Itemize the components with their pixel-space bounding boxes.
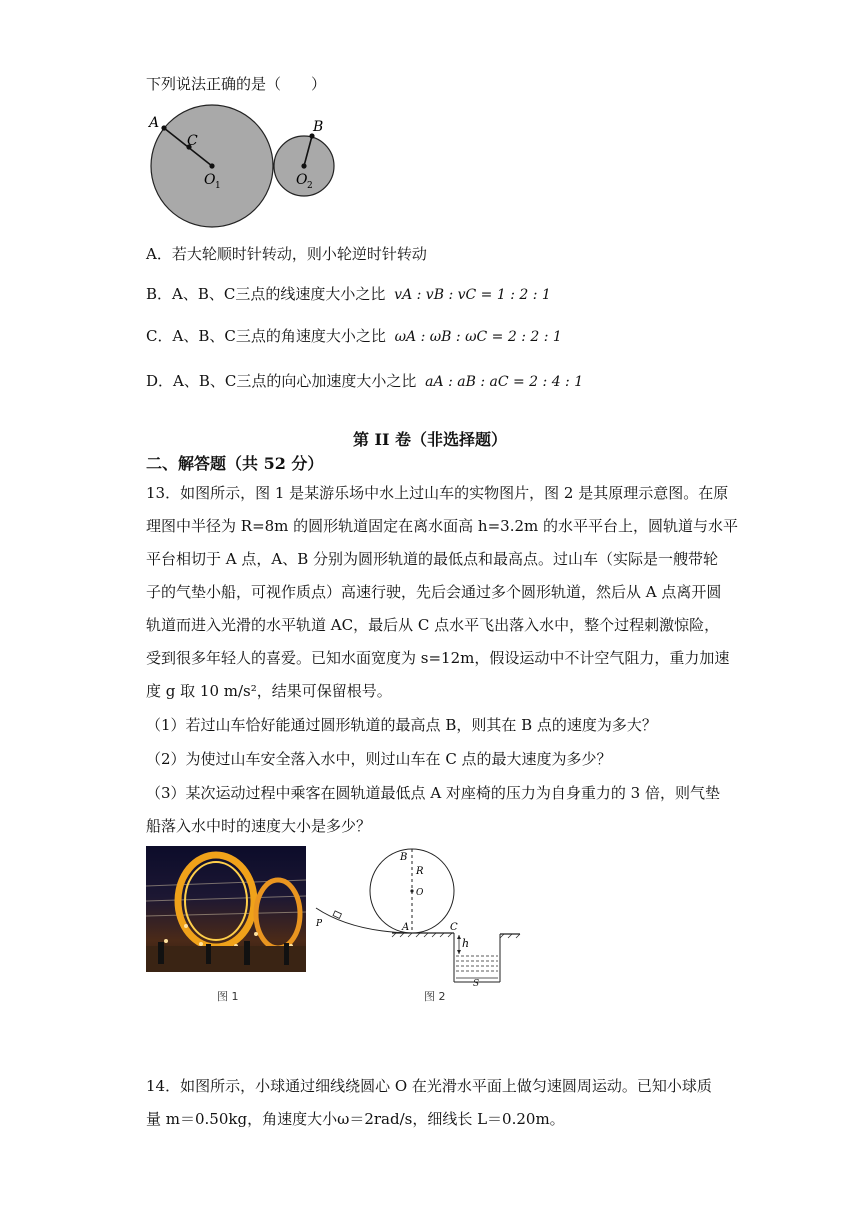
q13-line: 13．如图所示，图 1 是某游乐场中水上过山车的实物图片，图 2 是其原理示意图。在原 [146,484,729,502]
q13-line: 轨道而进入光滑的水平轨道 AC，最后从 C 点水平飞出落入水中，整个过程刺激惊险， [146,616,720,634]
label-o: O [416,888,424,898]
q13-line: 度 g 取 10 m/s²，结果可保留根号。 [146,682,392,700]
q13-subquestion-3: （3）某次运动过程中乘客在圆轨道最低点 A 对座椅的压力为自身重力的 3 倍，则气垫 [146,784,720,802]
option-formula: ωA : ωB : ωC = 2 : 2 : 1 [394,329,562,345]
figure-1-caption: 图 1 [217,990,239,1003]
point-o2 [301,163,306,168]
water-surface [456,956,498,971]
option-text: 若大轮顺时针转动，则小轮逆时针转动 [171,245,427,263]
q14-line: 14．如图所示，小球通过细线绕圆心 O 在光滑水平面上做匀速圆周运动。已知小球质 [146,1077,712,1095]
label-o2: O [296,172,308,188]
label-a: A [149,115,160,131]
option-label: C． [146,327,173,345]
q12-stem: 下列说法正确的是（ ） [146,75,327,93]
figure-2-caption: 图 2 [424,990,446,1003]
option-label: A． [146,245,172,263]
option-text: A、B、C三点的线速度大小之比 [172,285,386,303]
label-c: C [450,922,458,933]
label-o2-sub: 2 [307,181,313,191]
option-formula: vA : vB : vC = 1 : 2 : 1 [394,287,551,303]
q12-option-b [146,283,551,304]
two-wheels-figure [140,100,350,235]
q12-option-c [146,325,562,346]
section-title: 第 II 卷（非选择题） [352,430,508,449]
point-o1 [209,163,214,168]
option-label: B． [146,285,173,303]
label-r: R [416,866,424,877]
label-p: P [316,919,323,929]
coaster-boat [333,911,341,918]
q13-line: 理图中半径为 R=8m 的圆形轨道固定在离水面高 h=3.2m 的水平平台上，圆轨道与水平 [146,517,739,535]
q13-subquestion-2: （2）为使过山车安全落入水中，则过山车在 C 点的最大速度为多少？ [146,750,612,768]
q13-line: 子的气垫小船，可视作质点）高速行驶，先后会通过多个圆形轨道，然后从 A 点离开圆 [146,583,722,601]
roller-coaster-illustration [146,846,306,972]
option-label: D． [146,372,174,390]
label-o1: O [204,172,216,188]
section-heading: 二、解答题（共 52 分） [146,454,324,473]
q12-option-d [146,370,583,391]
q13-line: 平台相切于 A 点，A、B 分别为圆形轨道的最低点和最高点。过山车（实际是一艘带轮 [146,550,718,568]
schematic-figure [312,846,524,994]
q13-subquestion-1: （1）若过山车恰好能通过圆形轨道的最高点 B，则其在 B 点的速度为多大？ [146,716,657,734]
label-s: S [473,979,480,989]
option-text: A、B、C三点的向心加速度大小之比 [173,372,417,390]
q14-line: 量 m＝0.50kg，角速度大小ω＝2rad/s，细线长 L＝0.20m。 [146,1110,565,1128]
label-a: A [402,922,410,933]
label-b: B [400,852,408,863]
label-h: h [462,937,470,950]
q12-option-a [146,243,427,264]
point-a [161,125,166,130]
q13-line: 受到很多年轻人的喜爱。已知水面宽度为 s=12m，假设运动中不计空气阻力，重力加速 [146,649,730,667]
label-o1-sub: 1 [215,181,221,191]
roller-coaster-photo [146,846,306,972]
label-b: B [313,119,324,135]
option-formula: aA : aB : aC = 2 : 4 : 1 [425,374,584,390]
incoming-track [316,908,412,933]
center-point [410,889,413,892]
option-text: A、B、C三点的角速度大小之比 [172,327,386,345]
label-c: C [187,133,198,149]
q13-subquestion-3-cont: 船落入水中时的速度大小是多少？ [146,817,372,835]
